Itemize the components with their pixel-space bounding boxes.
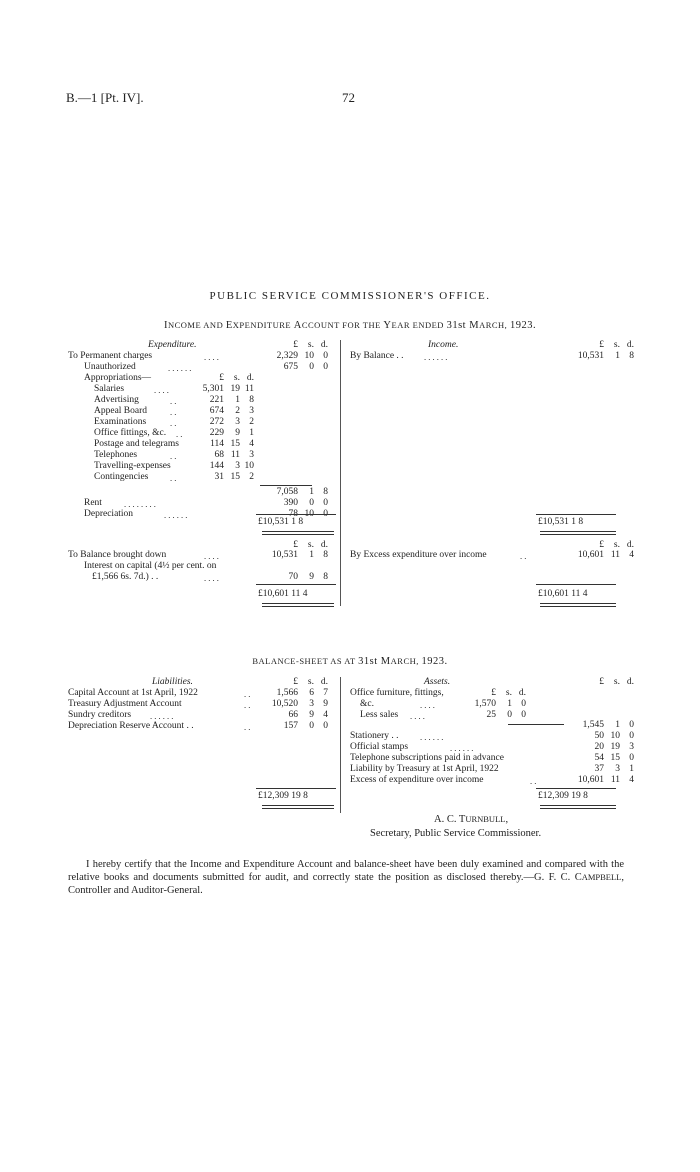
asset-label: Excess of expenditure over income — [350, 775, 484, 785]
total-rule — [256, 788, 336, 789]
column-divider — [340, 340, 341, 606]
leader-dots: . . . . . . — [150, 711, 174, 721]
rent-label: Rent — [84, 498, 102, 508]
asset-amount: 50 10 0 — [594, 731, 634, 741]
income-account-total-left: £10,531 1 8 — [258, 517, 304, 527]
appropriation-amount: 221 1 8 — [209, 395, 254, 405]
income-account-total-right: £10,531 1 8 — [538, 517, 584, 527]
leader-dots: . . — [244, 722, 251, 732]
appropriation-label: Travelling-expenses — [94, 461, 171, 471]
leader-dots: . . . . . . — [450, 743, 474, 753]
audit-certificate: I hereby certify that the Income and Expenditure Account and balance-sheet have been duly examined and compared with the relative books and documents submitted for audit, and correctly state the position as disclosed thereby.—G. F. C. CAMPBELL, Controller and Auditor-General. — [68, 859, 624, 896]
total-rule — [536, 584, 616, 585]
unauthorized-amount: 675 0 0 — [283, 362, 328, 372]
leader-dots: . . — [170, 451, 177, 461]
currency-header: £ s. d. — [293, 677, 328, 687]
total-double-rule — [262, 805, 334, 809]
furniture-label-line1: Office furniture, fittings, — [350, 688, 444, 698]
liability-label: Capital Account at 1st April, 1922 — [68, 688, 198, 698]
leader-dots: . . — [244, 700, 251, 710]
income-account-total2-right: £10,601 11 4 — [538, 589, 588, 599]
permanent-charges-label: To Permanent charges — [68, 351, 153, 361]
interest-amount: 70 9 8 — [288, 572, 328, 582]
appropriation-label: Contingencies — [94, 472, 149, 482]
liability-label: Depreciation Reserve Account . . — [68, 721, 194, 731]
rent-amount: 390 0 0 — [283, 498, 328, 508]
liability-amount: 157 0 0 — [283, 721, 328, 731]
appropriation-label: Salaries — [94, 384, 125, 394]
subtotal-rule — [260, 485, 312, 486]
appropriations-label: Appropriations— — [84, 373, 152, 383]
leader-dots: . . . . . . — [424, 352, 448, 362]
liability-label: Sundry creditors — [68, 710, 132, 720]
depreciation-amount: 78 10 0 — [288, 509, 328, 519]
appropriation-amount: 144 3 10 — [209, 461, 254, 471]
assets-label: Assets. — [424, 677, 451, 687]
total-double-rule — [540, 805, 616, 809]
appropriation-amount: 31 15 2 — [214, 472, 254, 482]
leader-dots: . . . . — [204, 573, 219, 583]
total-double-rule — [262, 531, 334, 535]
expenditure-label: Expenditure. — [148, 340, 197, 350]
liabilities-label: Liabilities. — [152, 677, 193, 687]
leader-dots: . . — [170, 396, 177, 406]
leader-dots: . . . . — [204, 352, 219, 362]
permanent-charges-amount: 2,329 10 0 — [276, 351, 328, 361]
column-divider — [340, 677, 341, 813]
appropriations-currency-header: £ s. d. — [219, 373, 254, 383]
appropriation-label: Appeal Board — [94, 406, 148, 416]
leader-dots: . . — [244, 689, 251, 699]
leader-dots: . . . . . . — [168, 363, 192, 373]
asset-label: Telephone subscriptions paid in advance — [350, 753, 504, 763]
appropriation-label: Office fittings, &c. — [94, 428, 167, 438]
appropriation-amount: 272 3 2 — [209, 417, 254, 427]
liability-amount: 66 9 4 — [288, 710, 328, 720]
currency-header: £ s. d. — [599, 540, 634, 550]
appropriation-label: Examinations — [94, 417, 147, 427]
document-reference: B.—1 [Pt. IV]. — [66, 90, 144, 105]
interest-label-line2: £1,566 6s. 7d.) . . — [92, 572, 159, 582]
currency-header: £ s. d. — [599, 340, 634, 350]
currency-header: £ s. d. — [293, 540, 328, 550]
leader-dots: . . — [176, 429, 183, 439]
income-account-heading: INCOME AND EXPENDITURE ACCOUNT FOR THE YEAR ENDED 31st MARCH, 1923. — [163, 320, 537, 331]
leader-dots: . . . . — [420, 700, 435, 710]
appropriations-total: 7,058 1 8 — [276, 487, 328, 497]
appropriation-amount: 5,301 19 11 — [202, 384, 254, 394]
subtotal-rule — [508, 724, 564, 725]
appropriation-label: Telephones — [94, 450, 138, 460]
appropriation-amount: 229 9 1 — [209, 428, 254, 438]
excess-label: By Excess expenditure over income — [350, 550, 487, 560]
signature-name: A. C. TURNBULL, — [434, 814, 509, 825]
liability-amount: 10,520 3 9 — [271, 699, 328, 709]
leader-dots: . . — [170, 407, 177, 417]
asset-amount: 54 15 0 — [594, 753, 634, 763]
total-rule — [536, 514, 616, 515]
leader-dots: . . . . — [154, 385, 169, 395]
total-double-rule — [262, 603, 334, 607]
appropriation-amount: 674 2 3 — [209, 406, 254, 416]
leader-dots: . . — [530, 776, 537, 786]
income-account-total2-left: £10,601 11 4 — [258, 589, 308, 599]
leader-dots: . . . . — [410, 711, 425, 721]
appropriation-amount: 68 11 3 — [214, 450, 254, 460]
asset-amount: 20 19 3 — [594, 742, 634, 752]
leader-dots: . . . . . . — [164, 510, 188, 520]
excess-amount: 10,601 11 4 — [577, 550, 634, 560]
brought-down-label: To Balance brought down — [68, 550, 167, 560]
by-balance-amount: 10,531 1 8 — [577, 351, 634, 361]
income-label: Income. — [428, 340, 459, 350]
asset-label: Liability by Treasury at 1st April, 1922 — [350, 764, 499, 774]
leader-dots: . . . . . . — [420, 732, 444, 742]
appropriation-amount: 114 15 4 — [210, 439, 254, 449]
by-balance-label: By Balance . . — [350, 351, 404, 361]
leader-dots: . . — [170, 473, 177, 483]
balance-sheet-total-left: £12,309 19 8 — [258, 791, 308, 801]
page-number: 72 — [342, 90, 355, 105]
brought-down-amount: 10,531 1 8 — [271, 550, 328, 560]
balance-sheet-total-right: £12,309 19 8 — [538, 791, 588, 801]
total-rule — [256, 584, 336, 585]
total-double-rule — [540, 603, 616, 607]
furniture-amount: 1,570 1 0 — [474, 699, 526, 709]
less-sales-amount: 25 0 0 — [486, 710, 526, 720]
appropriation-label: Postage and telegrams — [94, 439, 179, 449]
leader-dots: . . . . — [204, 551, 219, 561]
total-rule — [536, 788, 616, 789]
total-rule — [256, 514, 336, 515]
furniture-label-line2: &c. — [360, 699, 374, 709]
total-double-rule — [540, 531, 616, 535]
asset-label: Official stamps — [350, 742, 409, 752]
unauthorized-label: Unauthorized — [84, 362, 136, 372]
liability-amount: 1,566 6 7 — [276, 688, 328, 698]
leader-dots: . . . . . . . . — [124, 499, 156, 509]
net-furniture-amount: 1,545 1 0 — [582, 720, 634, 730]
interest-label-line1: Interest on capital (4½ per cent. on — [84, 561, 217, 571]
signature-title: Secretary, Public Service Commissioner. — [370, 828, 542, 839]
asset-label: Stationery . . — [350, 731, 399, 741]
leader-dots: . . — [170, 418, 177, 428]
balance-sheet-heading: BALANCE-SHEET AS AT 31st MARCH, 1923. — [252, 656, 448, 667]
currency-header: £ s. d. — [599, 677, 634, 687]
furniture-currency-header: £ s. d. — [491, 688, 526, 698]
leader-dots: . . — [520, 551, 527, 561]
depreciation-label: Depreciation — [84, 509, 134, 519]
office-title: PUBLIC SERVICE COMMISSIONER'S OFFICE. — [209, 290, 491, 302]
asset-amount: 10,601 11 4 — [577, 775, 634, 785]
currency-header: £ s. d. — [293, 340, 328, 350]
appropriation-label: Advertising — [94, 395, 139, 405]
liability-label: Treasury Adjustment Account — [68, 699, 182, 709]
asset-amount: 37 3 1 — [594, 764, 634, 774]
less-sales-label: Less sales — [360, 710, 399, 720]
